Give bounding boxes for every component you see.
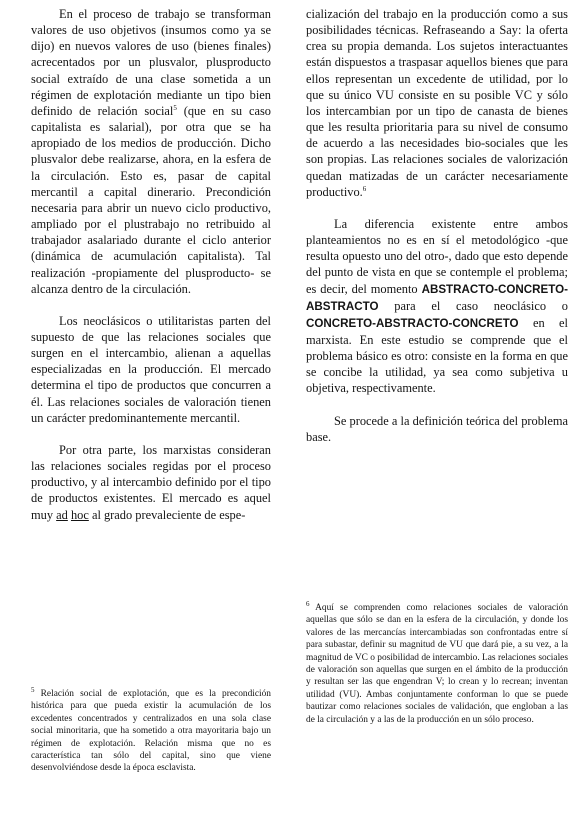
paragraph-continuation (306, 6, 568, 200)
paragraph-difference (306, 216, 568, 397)
footnote-ref-6: 6 (362, 184, 367, 193)
footnote-body: Aquí se comprenden como relaciones sociales de valoración aquellas que sólo se dan en la esfera de la circulación, y donde los valores de las mercancías intercambiadas son confrontadas entre sí para subastar, definir su magnitud de VU que dará pie, a su vez, a la magnitud de VC o posibilidad de intercambio. Las relaciones sociales de valoración son aquellas que surgen en el ámbito de la producción y resultan ser las que engendran V; lo crean y lo recrean; inventan utilidad (VU). Ambas conjuntamente conforman lo que se puede bautizar como relaciones sociales de validación, que engloban a las de la circulación y a las de la producción en un sólo proceso. (306, 603, 569, 725)
paragraph-text: En el proceso de trabajo se transforman valores de uso objetivos (insumos como ya se dijo) en nuevos valores de uso (bienes finales) acrecentados por un plusvalor, plusproducto social extraído de una clase sometida a un régimen de explotación mediante un tipo bien definido de relación social (31, 7, 271, 118)
footnote-ref-5: 5 (173, 103, 177, 112)
footnote-mark: 6 (306, 599, 310, 608)
left-column (31, 6, 271, 523)
footnote-text (31, 685, 271, 775)
emphasis-term: ABSTRACTO-CONCRETO-ABSTRACTO (306, 282, 568, 313)
right-column (306, 6, 568, 445)
paragraph-production-process (31, 6, 271, 297)
paragraph-text: cialización del trabajo en la producción como a sus posibilidades técnicas. Refraseando a Say: la oferta crea su propia demanda. Los sujetos interactuantes están dispuestos a traspasar aquellos bienes que para ellos representan un excedente de utilidad, por lo que su único VU consiste en su posible VC y sólo los intercambian por un tipo de canasta de bienes que les resulta prioritaria para su nivel de consumo de acuerdo a las necesidades bio-sociales que les son propias. Las relaciones sociales de valorización quedan matizadas de un carácter necesariamente productivo. (306, 7, 568, 199)
footnote-body: Relación social de explotación, que es la precondición histórica para que pueda existir la acumulación de los excedentes concentrados y centralizados en una sola clase social minoritaria, que ha sometido a otra mayoritaria bajo un régimen de explotación. Relación misma que no es característica tan sólo del capital, sino que viene desenvolviéndose desde la época esclavista. (31, 689, 271, 774)
footnote-text (306, 599, 569, 726)
paragraph-text: al grado prevaleciente de espe- (88, 507, 246, 522)
paragraph-marxists (31, 442, 271, 523)
footnote-mark: 5 (31, 685, 35, 694)
emphasis-term: CONCRETO-ABSTRACTO-CONCRETO (306, 316, 519, 330)
footnote-5 (31, 685, 271, 775)
paragraph-neoclassical: Los neoclásicos o utilitaristas parten del supuesto de que las relaciones sociales que surgen en el intercambio, alienan a aquellas especializadas en la producción. El mercado determina el tipo de productos que concurren a él. Las relaciones sociales de valoración tienen un carácter predominantemente mercantil. (31, 313, 271, 425)
paragraph-text: (que en su caso capitalista es salarial), por otra que se ha apropiado de los medios de producción. Dicho plusvalor debe realizarse, ahora, en la esfera de la circulación. Esto es, pasar de capital mercantil a capital dinerario. Precondición necesaria para abrir un nuevo ciclo productivo, ampliado por el plustrabajo no retribuido al trabajador asalariado durante el ciclo anterior (dinámica de acumulación capitalista). Tal realización -propiamente del plusproducto- se alcanza dentro de la circulación. (31, 103, 271, 296)
paragraph-text: Por otra parte, los marxistas consideran las relaciones sociales regidas por el proceso productivo, y al intercambio definido por el tipo de productos existentes. El mercado es aquel muy (31, 442, 271, 522)
paragraph-text: La diferencia existente entre ambos planteamientos no es en sí el metodológico -que resulta opuesto uno del otro-, dado que esto depende del punto de vista en que se contemple el problema; es decir, del momento (306, 216, 568, 296)
paragraph-text: en el marxista. En este estudio se comprende que el problema básico es otro: consiste en la forma en que se concibe la utilidad, ya sea como subjetiva u objetiva, respectivamente. (306, 315, 568, 396)
footnote-6 (306, 599, 569, 726)
paragraph-text: para el caso neoclásico o (378, 298, 568, 313)
underlined-term: hoc (70, 507, 89, 522)
underlined-term: ad (56, 507, 68, 522)
paragraph-problem-base: Se procede a la definición teórica del problema base. (306, 413, 568, 444)
